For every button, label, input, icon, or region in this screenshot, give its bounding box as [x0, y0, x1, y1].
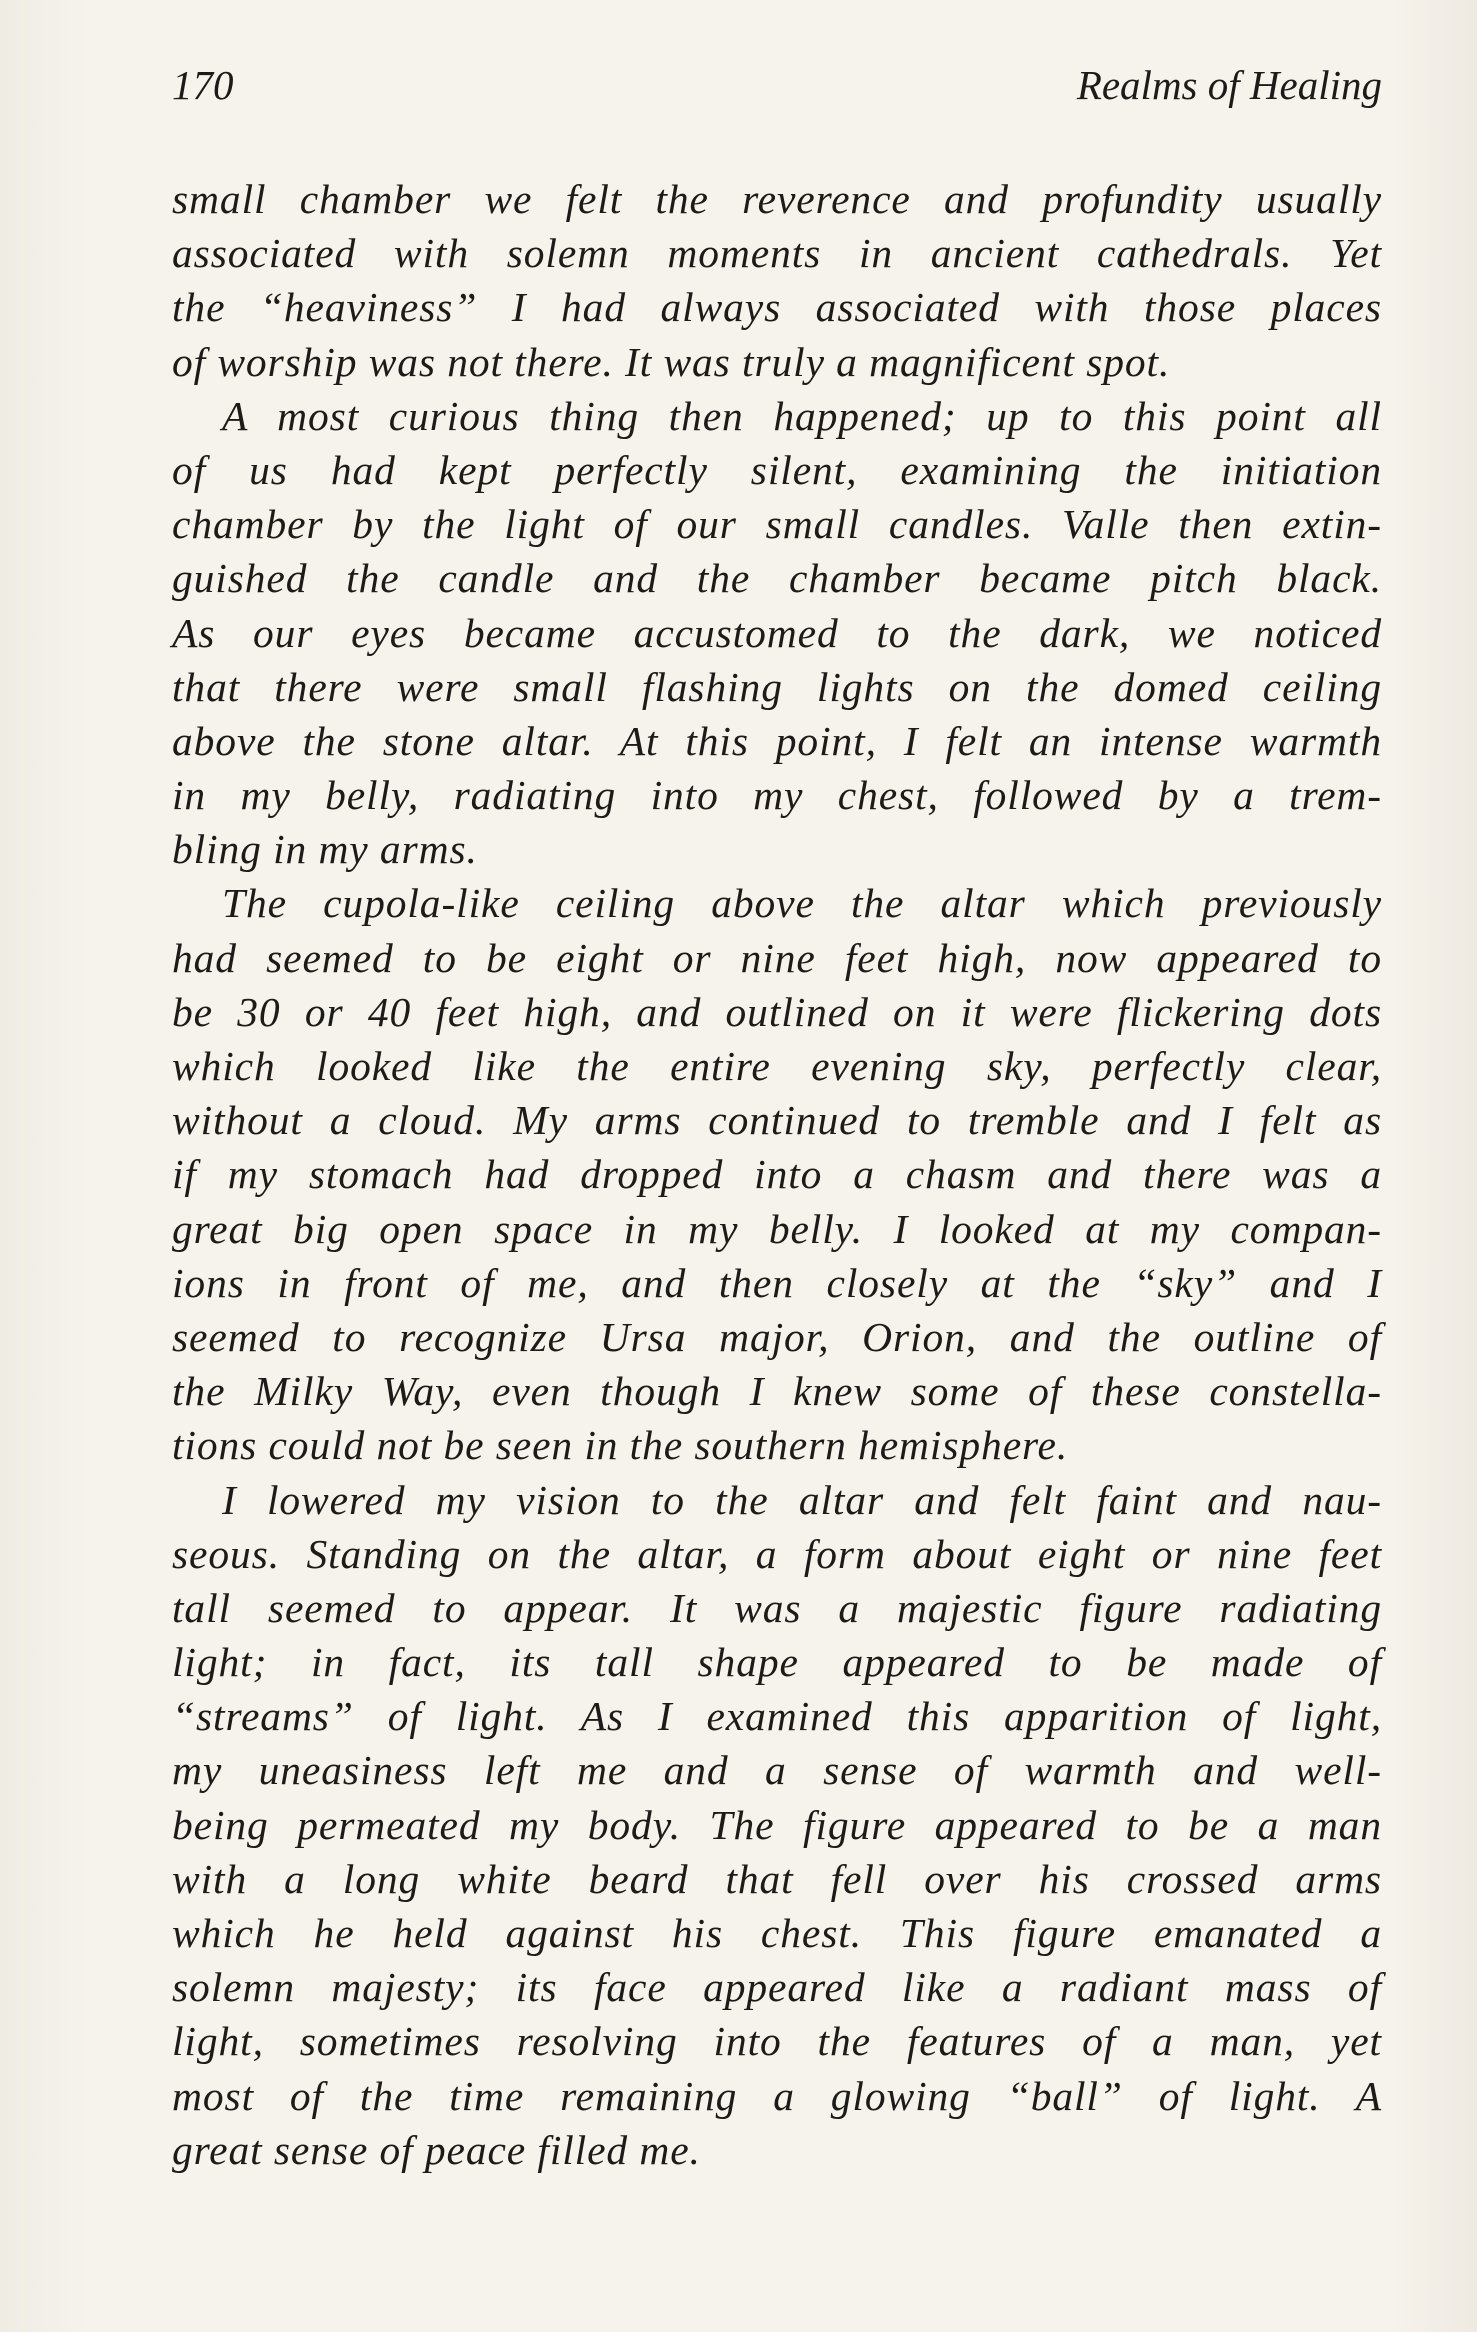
text-line: without a cloud. My arms continued to tremble and I felt as: [172, 1097, 1382, 1144]
running-head: [172, 55, 1382, 115]
text-line: if my stomach had dropped into a chasm and there was a: [172, 1151, 1382, 1198]
text-line: the Milky Way, even though I knew some of these constella-: [172, 1368, 1382, 1415]
text-line: great big open space in my belly. I looked at my compan-: [172, 1205, 1382, 1252]
page-number: 170: [172, 62, 234, 108]
text-line: seemed to recognize Ursa major, Orion, and the outline of: [172, 1313, 1382, 1360]
text-line: ions in front of me, and then closely at the “sky” and I: [172, 1259, 1382, 1306]
text-line: A most curious thing then happened; up to this point all: [222, 392, 1382, 439]
text-line: As our eyes became accustomed to the dark, we noticed: [172, 609, 1382, 656]
text-line: of worship was not there. It was truly a magnificent spot.: [172, 338, 1171, 385]
text-line: be 30 or 40 feet high, and outlined on it were flickering dots: [172, 988, 1382, 1035]
text-line: had seemed to be eight or nine feet high, now appeared to: [172, 934, 1382, 981]
text-line: light; in fact, its tall shape appeared to be made of: [172, 1639, 1382, 1686]
text-line: bling in my arms.: [172, 826, 478, 873]
text-line: solemn majesty; its face appeared like a radiant mass of: [172, 1964, 1382, 2011]
text-line: tall seemed to appear. It was a majestic figure radiating: [172, 1584, 1382, 1631]
text-line: most of the time remaining a glowing “ball” of light. A: [172, 2072, 1382, 2119]
text-line: “streams” of light. As I examined this apparition of light,: [172, 1693, 1382, 1740]
text-line: my uneasiness left me and a sense of warmth and well-: [172, 1747, 1382, 1794]
text-line: above the stone altar. At this point, I felt an intense warmth: [172, 717, 1382, 764]
text-line: The cupola-like ceiling above the altar which previously: [222, 880, 1382, 927]
text-line: associated with solemn moments in ancient cathedrals. Yet: [172, 230, 1382, 277]
text-line: which he held against his chest. This figure emanated a: [172, 1910, 1382, 1956]
text-line: that there were small flashing lights on the domed ceiling: [172, 663, 1382, 710]
book-title: Realms of Healing: [1076, 62, 1382, 108]
text-line: being permeated my body. The figure appeared to be a man: [172, 1801, 1382, 1848]
text-line: great sense of peace filled me.: [172, 2126, 701, 2173]
text-line: I lowered my vision to the altar and felt faint and nau-: [222, 1476, 1382, 1523]
text-line: the “heaviness” I had always associated with those places: [172, 284, 1382, 331]
text-line: small chamber we felt the reverence and profundity usually: [172, 176, 1382, 222]
text-line: guished the candle and the chamber became pitch black.: [172, 555, 1382, 602]
text-line: in my belly, radiating into my chest, followed by a trem-: [172, 772, 1382, 819]
text-line: which looked like the entire evening sky, perfectly clear,: [172, 1043, 1382, 1089]
text-line: with a long white beard that fell over his crossed arms: [172, 1855, 1382, 1902]
text-line: light, sometimes resolving into the features of a man, yet: [172, 2018, 1382, 2065]
text-line: of us had kept perfectly silent, examining the initiation: [172, 446, 1382, 493]
text-line: tions could not be seen in the southern hemisphere.: [172, 1422, 1069, 1469]
text-line: chamber by the light of our small candles. Valle then extin-: [172, 501, 1382, 548]
body-text: [172, 172, 1382, 2177]
text-line: seous. Standing on the altar, a form about eight or nine feet: [172, 1530, 1382, 1577]
